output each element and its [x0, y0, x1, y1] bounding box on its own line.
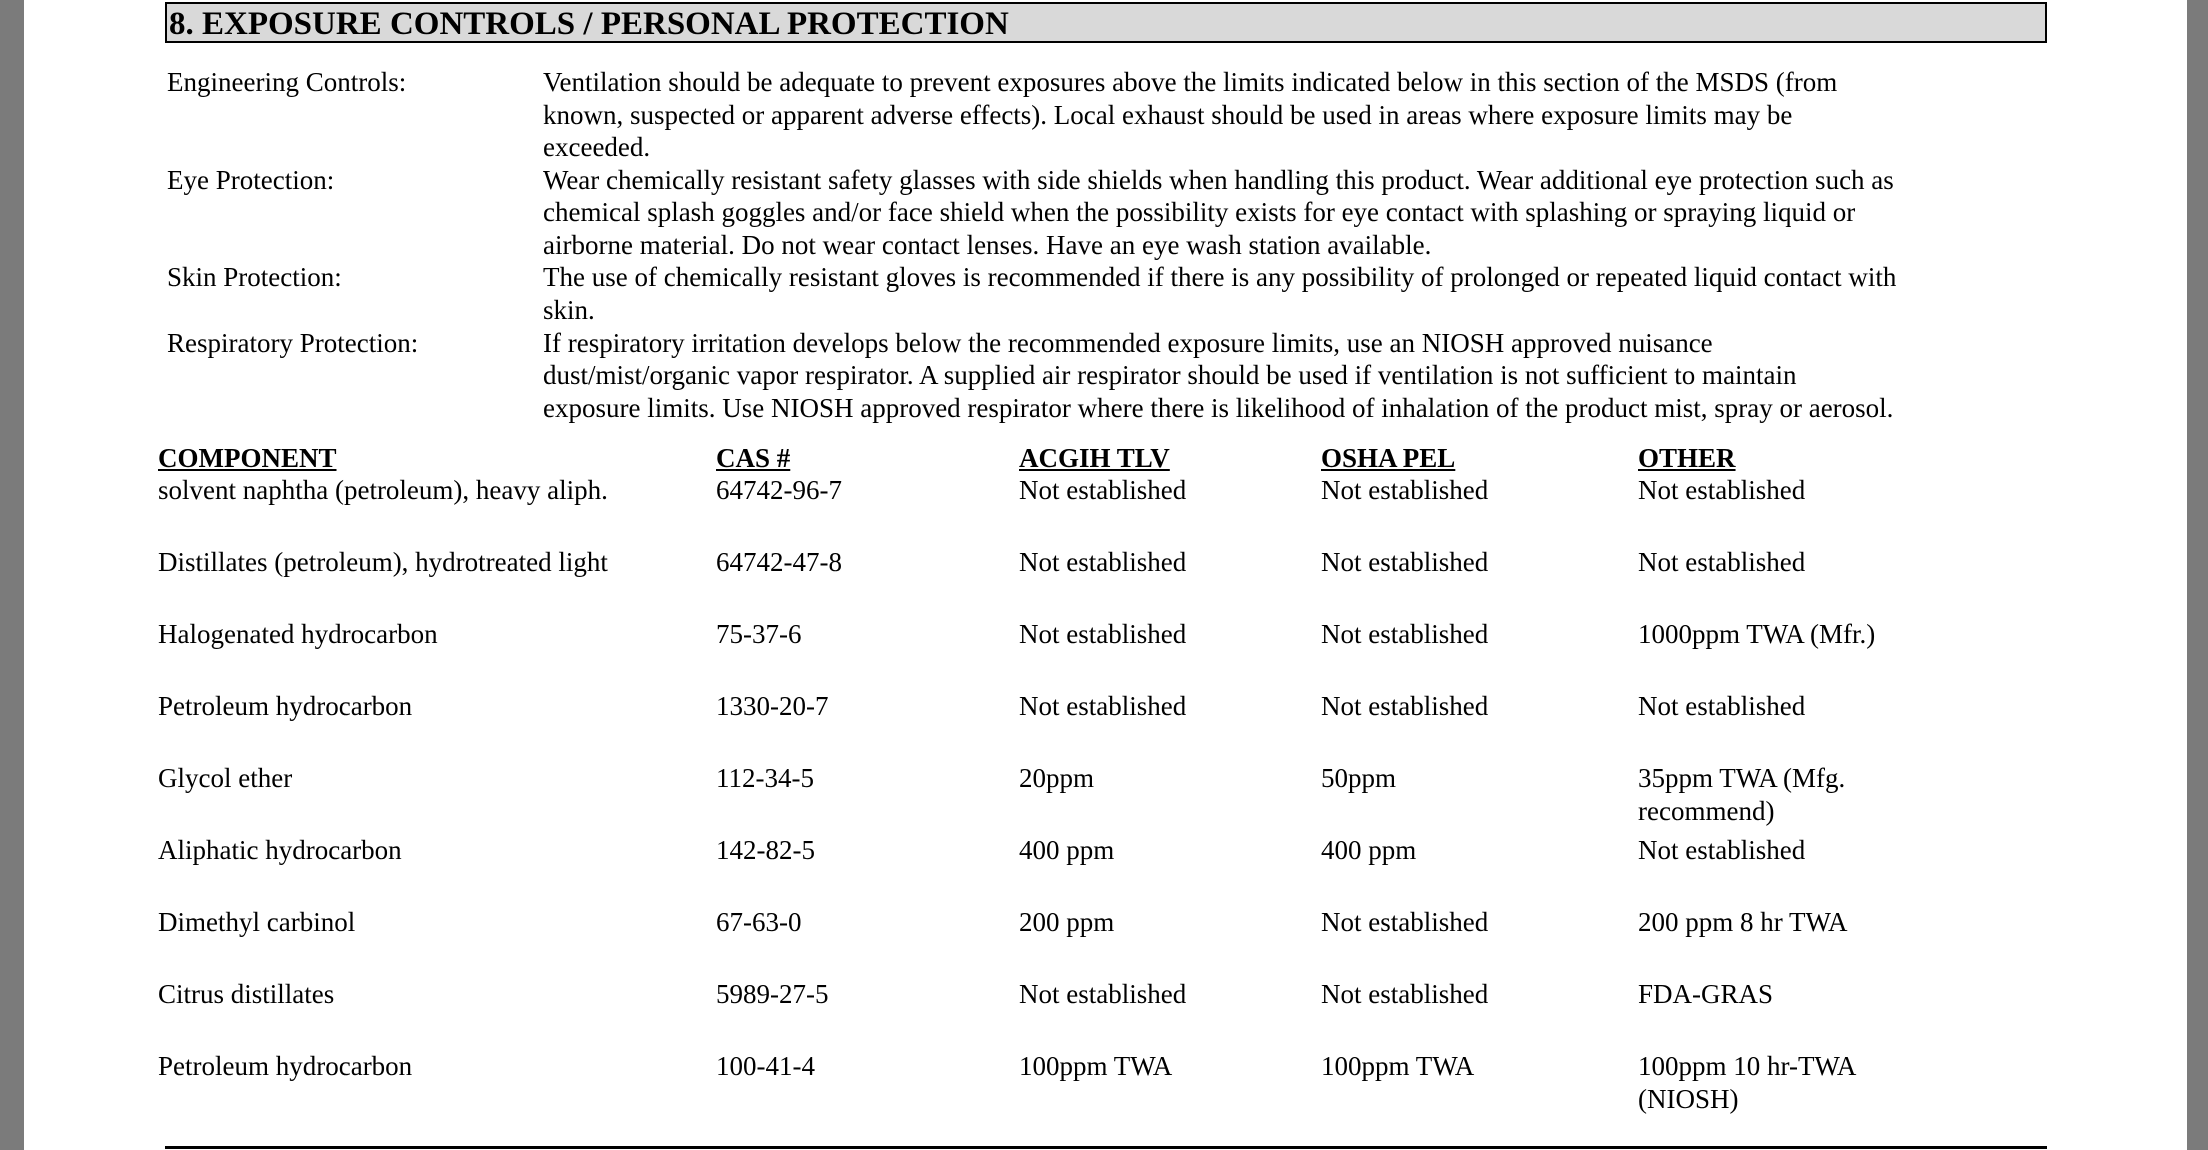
cell-component: Halogenated hydrocarbon — [158, 619, 438, 649]
cell-other: Not established — [1638, 691, 1806, 721]
cell-osha: Not established — [1321, 547, 1489, 577]
cell-other-continued: (NIOSH) — [1638, 1084, 1739, 1114]
respiratory-protection-text-line: dust/mist/organic vapor respirator. A supplied air respirator should be used if ventilation is not sufficient to maintain — [543, 360, 1797, 390]
cell-acgih: 20ppm — [1019, 763, 1095, 793]
header-acgih-tlv: ACGIH TLV — [1019, 443, 1170, 473]
cell-component: Dimethyl carbinol — [158, 907, 356, 937]
cell-other: FDA-GRAS — [1638, 979, 1774, 1009]
eye-protection-text-line: Wear chemically resistant safety glasses with side shields when handling this product. Wear additional eye protection such as — [543, 165, 1894, 195]
cell-acgih: 100ppm TWA — [1019, 1051, 1173, 1081]
cell-cas: 64742-96-7 — [716, 475, 842, 505]
cell-acgih: Not established — [1019, 475, 1187, 505]
cell-acgih: Not established — [1019, 547, 1187, 577]
cell-acgih: 200 ppm — [1019, 907, 1115, 937]
cell-osha: Not established — [1321, 907, 1489, 937]
eye-protection-text-line: chemical splash goggles and/or face shield when the possibility exists for eye contact with splashing or spraying liquid or — [543, 197, 1856, 227]
respiratory-protection-label: Respiratory Protection: — [167, 328, 419, 358]
cell-other: Not established — [1638, 475, 1806, 505]
eye-protection-label: Eye Protection: — [167, 165, 335, 195]
header-component: COMPONENT — [158, 443, 337, 473]
cell-cas: 5989-27-5 — [716, 979, 829, 1009]
cell-osha: 400 ppm — [1321, 835, 1417, 865]
header-osha-pel: OSHA PEL — [1321, 443, 1456, 473]
engineering-controls-text-line: Ventilation should be adequate to prevent exposures above the limits indicated below in this section of the MSDS (from — [543, 67, 1838, 97]
cell-osha: Not established — [1321, 475, 1489, 505]
cell-component: Glycol ether — [158, 763, 293, 793]
cell-osha: Not established — [1321, 619, 1489, 649]
cell-component: Petroleum hydrocarbon — [158, 1051, 413, 1081]
section-title: 8. EXPOSURE CONTROLS / PERSONAL PROTECTION — [169, 6, 1009, 42]
cell-other: 100ppm 10 hr-TWA — [1638, 1051, 1857, 1081]
cell-other: Not established — [1638, 835, 1806, 865]
document-page — [24, 0, 2187, 1150]
cell-other: 1000ppm TWA (Mfr.) — [1638, 619, 1876, 649]
cell-component: Petroleum hydrocarbon — [158, 691, 413, 721]
cell-cas: 142-82-5 — [716, 835, 815, 865]
cell-acgih: 400 ppm — [1019, 835, 1115, 865]
cell-other: Not established — [1638, 547, 1806, 577]
cell-cas: 64742-47-8 — [716, 547, 842, 577]
cell-other: 35ppm TWA (Mfg. — [1638, 763, 1846, 793]
cell-acgih: Not established — [1019, 619, 1187, 649]
cell-other: 200 ppm 8 hr TWA — [1638, 907, 1848, 937]
cell-component: Distillates (petroleum), hydrotreated light — [158, 547, 608, 577]
cell-acgih: Not established — [1019, 979, 1187, 1009]
eye-protection-text-line: airborne material. Do not wear contact lenses. Have an eye wash station available. — [543, 230, 1432, 260]
cell-cas: 67-63-0 — [716, 907, 802, 937]
skin-protection-text-line: The use of chemically resistant gloves is recommended if there is any possibility of prolonged or repeated liquid contact with — [543, 262, 1897, 292]
cell-cas: 112-34-5 — [716, 763, 814, 793]
cell-component: solvent naphtha (petroleum), heavy aliph. — [158, 475, 608, 505]
cell-osha: Not established — [1321, 979, 1489, 1009]
skin-protection-label: Skin Protection: — [167, 262, 342, 292]
cell-other-continued: recommend) — [1638, 796, 1775, 826]
respiratory-protection-text-line: exposure limits. Use NIOSH approved respirator where there is likelihood of inhalation of the product mist, spray or aerosol. — [543, 393, 1894, 423]
cell-osha: Not established — [1321, 691, 1489, 721]
cell-component: Citrus distillates — [158, 979, 335, 1009]
cell-cas: 1330-20-7 — [716, 691, 829, 721]
engineering-controls-text-line: known, suspected or apparent adverse effects). Local exhaust should be used in areas where exposure limits may be — [543, 100, 1793, 130]
header-cas: CAS # — [716, 443, 791, 473]
respiratory-protection-text-line: If respiratory irritation develops below the recommended exposure limits, use an NIOSH approved nuisance — [543, 328, 1713, 358]
engineering-controls-label: Engineering Controls: — [167, 67, 407, 97]
section-header — [165, 2, 2047, 43]
cell-component: Aliphatic hydrocarbon — [158, 835, 402, 865]
cell-osha: 50ppm — [1321, 763, 1397, 793]
engineering-controls-text-line: exceeded. — [543, 132, 651, 162]
cell-cas: 75-37-6 — [716, 619, 802, 649]
section-bottom-divider — [165, 1146, 2047, 1149]
cell-acgih: Not established — [1019, 691, 1187, 721]
cell-osha: 100ppm TWA — [1321, 1051, 1475, 1081]
skin-protection-text-line: skin. — [543, 295, 595, 325]
cell-cas: 100-41-4 — [716, 1051, 815, 1081]
header-other: OTHER — [1638, 443, 1736, 473]
